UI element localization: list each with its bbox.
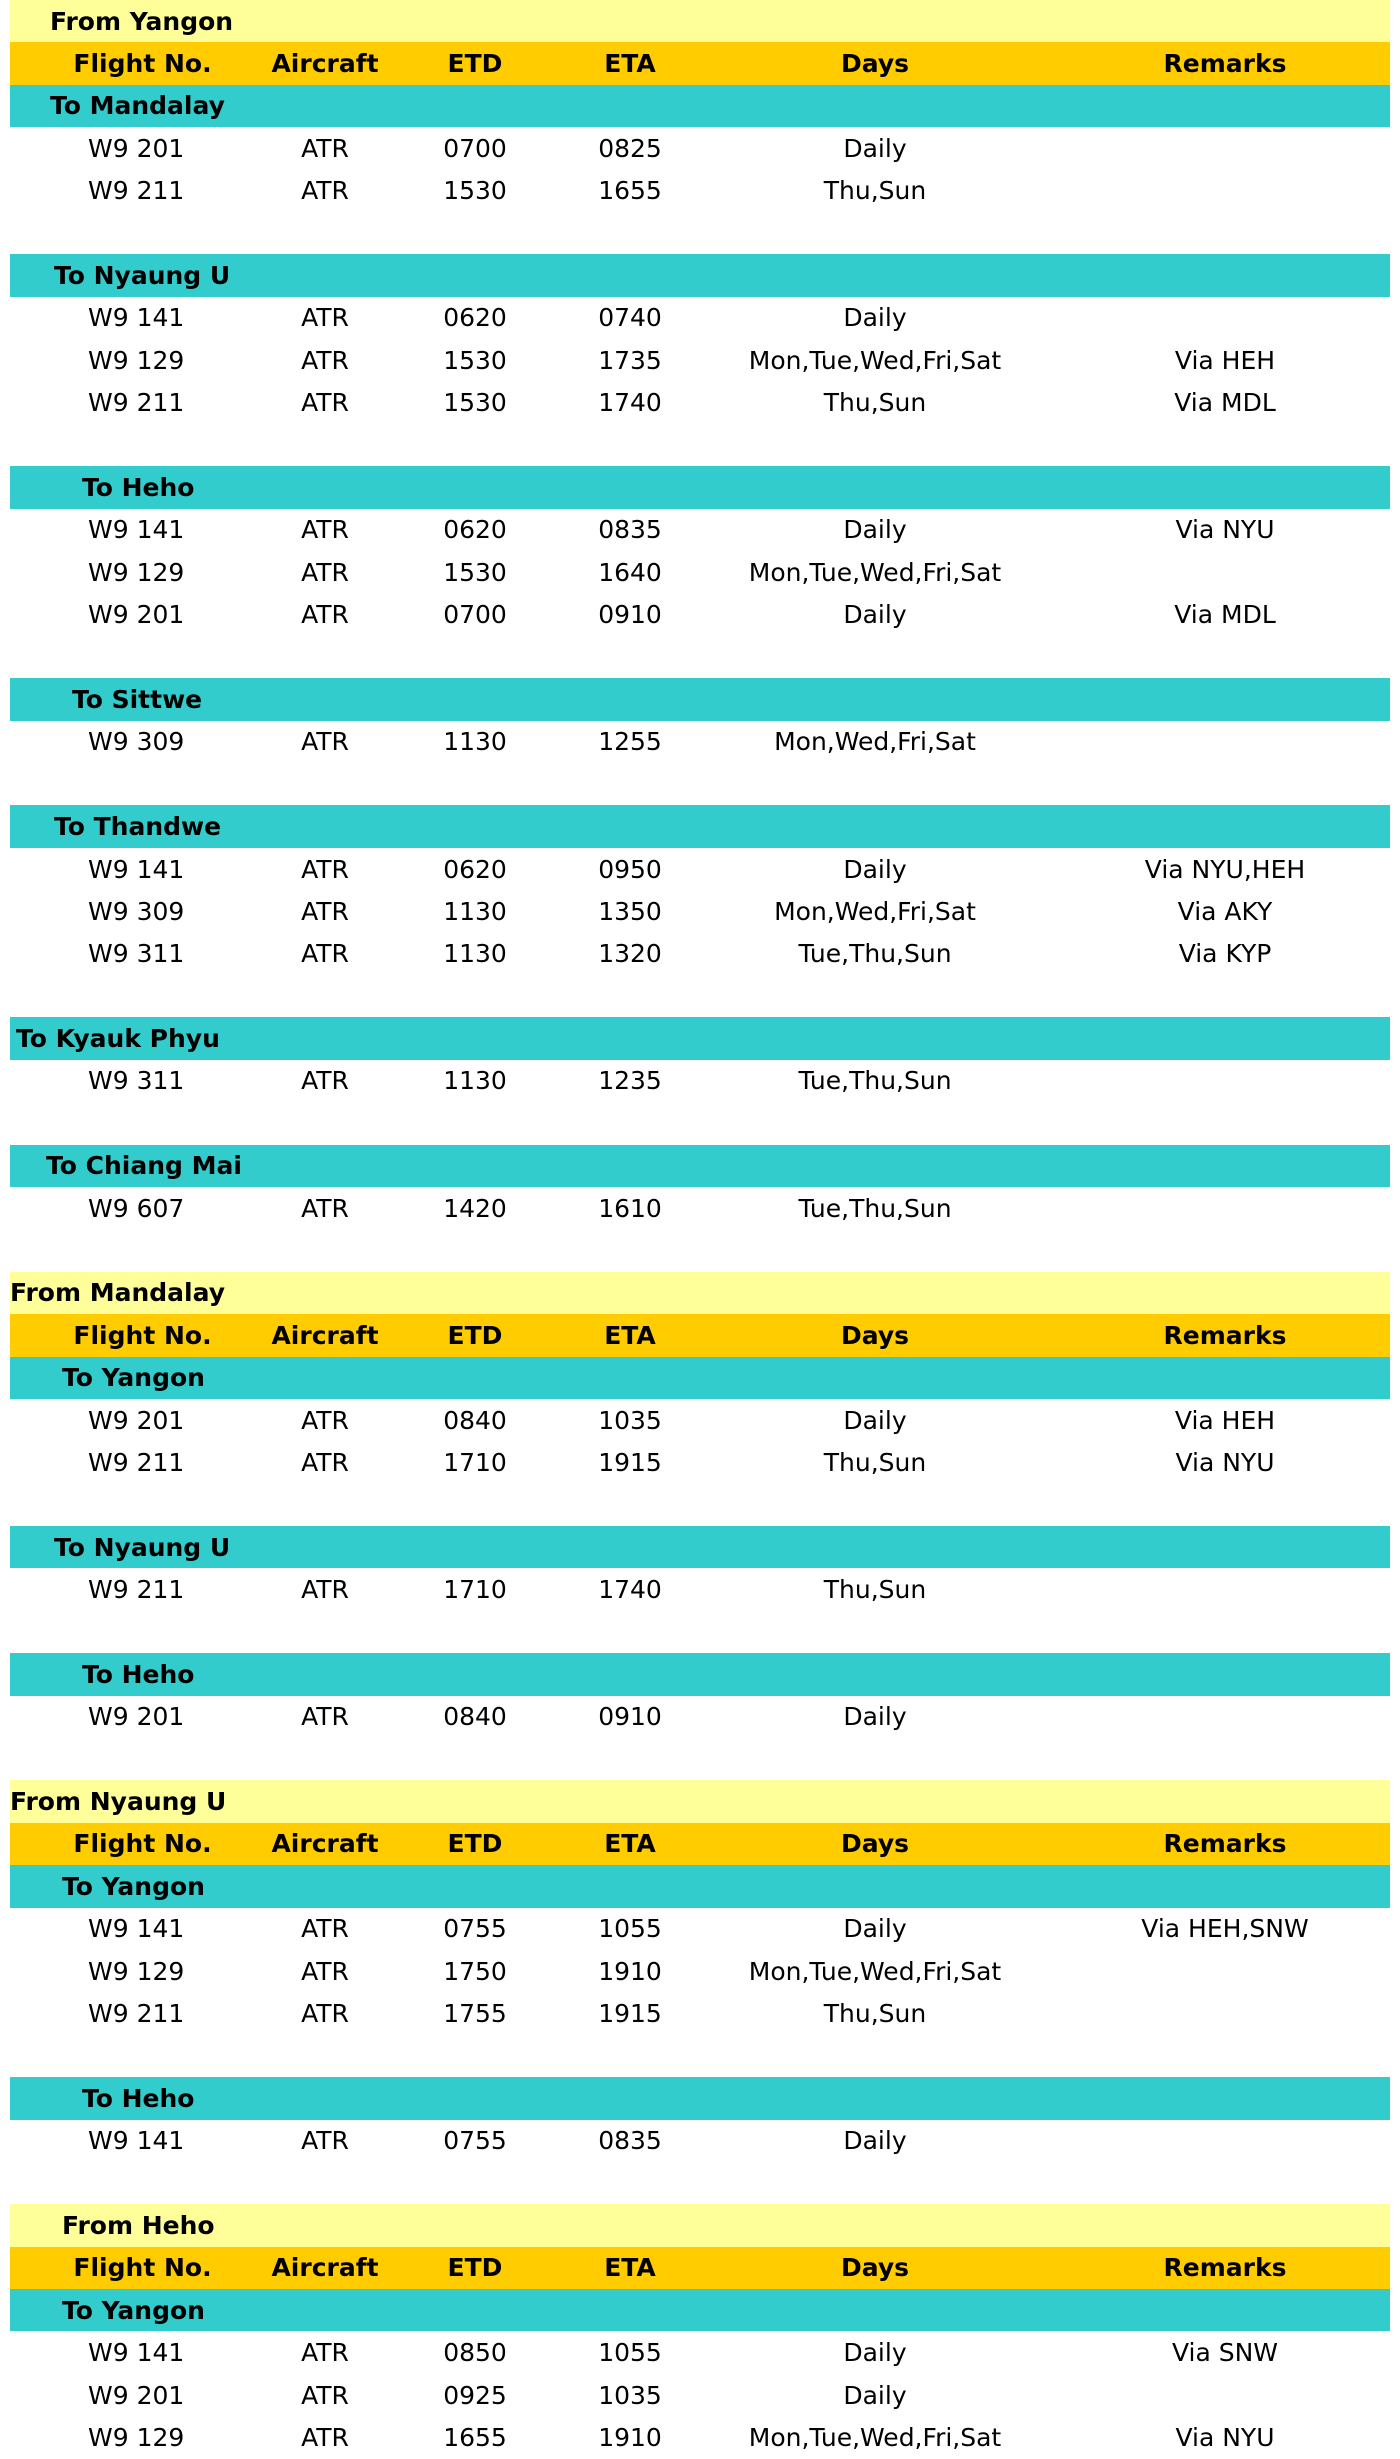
flight-remarks [1050, 297, 1400, 339]
flight-eta: 0825 [598, 133, 662, 163]
spacer-row [10, 1102, 1390, 1144]
flight-aircraft: ATR [301, 1914, 349, 1944]
section-title: From Nyaung U [10, 1787, 227, 1817]
route-title: To Kyauk Phyu [16, 1024, 220, 1054]
flight-days: Thu,Sun [823, 1575, 927, 1605]
flight-flight: W9 141 [88, 303, 185, 333]
flight-remarks: Via NYU [1175, 2422, 1275, 2452]
flight-remarks: Via MDL [1174, 600, 1276, 630]
column-header-etd: ETD [447, 49, 503, 79]
flight-etd: 0755 [443, 2126, 507, 2156]
flight-eta: 0740 [598, 303, 662, 333]
flight-etd: 1655 [443, 2422, 507, 2452]
flight-etd: 1755 [443, 1999, 507, 2029]
flight-eta: 1910 [598, 1956, 662, 1986]
spacer-row [10, 2162, 1390, 2204]
flight-flight: W9 141 [88, 1914, 185, 1944]
spacer-row [10, 2035, 1390, 2077]
flight-row [10, 127, 1390, 169]
flight-days: Mon,Tue,Wed,Fri,Sat [748, 2422, 1002, 2452]
route-title: To Heho [82, 2083, 195, 2113]
column-header-aircraft: Aircraft [271, 1829, 379, 1859]
flight-remarks: Via AKY [1177, 896, 1273, 926]
flight-row [10, 170, 1390, 212]
column-header-eta: ETA [604, 1320, 656, 1350]
route-header-row [10, 2289, 1390, 2331]
route-title: To Yangon [62, 1363, 205, 1393]
flight-row [10, 382, 1390, 424]
flight-days: Thu,Sun [823, 1447, 927, 1477]
flight-row [10, 551, 1390, 593]
flight-remarks: Via NYU [1175, 1447, 1275, 1477]
column-header-aircraft: Aircraft [271, 49, 379, 79]
column-header-aircraft: Aircraft [271, 2253, 379, 2283]
route-title: To Nyaung U [54, 1532, 231, 1562]
flight-row [10, 1950, 1390, 1992]
flight-days: Daily [843, 2126, 907, 2156]
flight-aircraft: ATR [301, 1956, 349, 1986]
route-title: To Heho [82, 472, 195, 502]
column-header-etd: ETD [447, 1829, 503, 1859]
flight-row [10, 593, 1390, 635]
flight-etd: 0620 [443, 854, 507, 884]
flight-flight: W9 211 [88, 1447, 185, 1477]
flight-flight: W9 141 [88, 515, 185, 545]
flight-row [10, 1187, 1390, 1229]
flight-days: Tue,Thu,Sun [798, 1193, 952, 1223]
spacer-row [10, 636, 1390, 678]
flight-flight: W9 311 [88, 1066, 185, 1096]
flight-eta: 1255 [598, 727, 662, 757]
flight-remarks [1050, 2120, 1400, 2162]
flight-row [10, 509, 1390, 551]
flight-remarks [1050, 1696, 1400, 1738]
route-title: To Sittwe [72, 684, 203, 714]
flight-remarks [1050, 1187, 1400, 1229]
flight-row [10, 1568, 1390, 1610]
route-header-row [10, 1017, 1390, 1059]
flight-remarks: Via SNW [1171, 2338, 1279, 2368]
spacer-row [10, 1611, 1390, 1653]
column-header-days: Days [840, 49, 910, 79]
flight-etd: 1530 [443, 345, 507, 375]
column-header-flight: Flight No. [73, 1320, 212, 1350]
flight-eta: 1655 [598, 176, 662, 206]
flight-eta: 1350 [598, 896, 662, 926]
flight-flight: W9 607 [88, 1193, 185, 1223]
flight-days: Mon,Tue,Wed,Fri,Sat [748, 345, 1002, 375]
flight-remarks: Via HEH [1174, 1405, 1276, 1435]
column-header-remarks: Remarks [1163, 1829, 1287, 1859]
section-title: From Heho [62, 2211, 215, 2240]
flight-aircraft: ATR [301, 515, 349, 545]
flight-remarks [1050, 1950, 1400, 1992]
column-header-aircraft: Aircraft [271, 1320, 379, 1350]
flight-eta: 1320 [598, 939, 662, 969]
flight-remarks: Via MDL [1174, 388, 1276, 418]
flight-flight: W9 211 [88, 176, 185, 206]
flight-remarks [1050, 127, 1400, 169]
flight-aircraft: ATR [301, 176, 349, 206]
flight-aircraft: ATR [301, 896, 349, 926]
route-header-row [10, 1526, 1390, 1568]
flight-days: Mon,Wed,Fri,Sat [774, 727, 976, 757]
flight-aircraft: ATR [301, 1447, 349, 1477]
flight-etd: 0850 [443, 2338, 507, 2368]
flight-remarks [1050, 170, 1400, 212]
flight-row [10, 890, 1390, 932]
route-title: To Chiang Mai [46, 1151, 242, 1181]
flight-aircraft: ATR [301, 1575, 349, 1605]
column-header-eta: ETA [604, 2253, 656, 2283]
flight-remarks: Via NYU [1175, 515, 1275, 545]
column-header-flight: Flight No. [73, 2253, 212, 2283]
flight-aircraft: ATR [301, 303, 349, 333]
flight-remarks: Via HEH,SNW [1141, 1914, 1309, 1944]
column-header-flight: Flight No. [73, 1829, 212, 1859]
flight-remarks: Via HEH [1174, 345, 1276, 375]
flight-flight: W9 309 [88, 727, 185, 757]
flight-flight: W9 129 [88, 557, 185, 587]
flight-days: Mon,Wed,Fri,Sat [774, 896, 976, 926]
flight-remarks [1050, 721, 1400, 763]
flight-aircraft: ATR [301, 2338, 349, 2368]
column-header-flight: Flight No. [73, 49, 212, 79]
flight-days: Daily [843, 854, 907, 884]
column-header-remarks: Remarks [1163, 2253, 1287, 2283]
column-header-days: Days [840, 1829, 910, 1859]
spacer-row [10, 424, 1390, 466]
flight-flight: W9 129 [88, 2422, 185, 2452]
flight-row [10, 933, 1390, 975]
flight-etd: 0620 [443, 515, 507, 545]
flight-days: Mon,Tue,Wed,Fri,Sat [748, 1956, 1002, 1986]
flight-days: Tue,Thu,Sun [798, 1066, 952, 1096]
section-title: From Yangon [50, 6, 234, 36]
flight-etd: 0700 [443, 133, 507, 163]
flight-days: Thu,Sun [823, 176, 927, 206]
flight-aircraft: ATR [301, 939, 349, 969]
flight-aircraft: ATR [301, 345, 349, 375]
route-header-row [10, 1653, 1390, 1695]
flight-remarks [1050, 1992, 1400, 2034]
flight-days: Daily [843, 303, 907, 333]
route-title: To Yangon [62, 2295, 205, 2325]
route-header-row [10, 2077, 1390, 2119]
flight-eta: 1035 [598, 1405, 662, 1435]
section-header-row [10, 1272, 1390, 1314]
flight-flight: W9 211 [88, 388, 185, 418]
flight-flight: W9 129 [88, 345, 185, 375]
flight-aircraft: ATR [301, 1702, 349, 1732]
flight-etd: 1130 [443, 896, 507, 926]
spacer-row [10, 1484, 1390, 1526]
flight-flight: W9 129 [88, 1956, 185, 1986]
flight-row [10, 2331, 1390, 2373]
route-header-row [10, 805, 1390, 847]
flight-schedule [10, 0, 1390, 2459]
flight-row [10, 848, 1390, 890]
flight-eta: 0835 [598, 2126, 662, 2156]
flight-remarks: Via KYP [1178, 939, 1272, 969]
flight-aircraft: ATR [301, 133, 349, 163]
flight-aircraft: ATR [301, 388, 349, 418]
column-header-days: Days [840, 1320, 910, 1350]
flight-row [10, 1441, 1390, 1483]
route-title: To Heho [82, 1659, 195, 1689]
flight-etd: 1420 [443, 1193, 507, 1223]
flight-remarks [1050, 1568, 1400, 1610]
flight-eta: 1740 [598, 388, 662, 418]
flight-row [10, 2416, 1390, 2458]
flight-days: Mon,Tue,Wed,Fri,Sat [748, 557, 1002, 587]
flight-eta: 1915 [598, 1999, 662, 2029]
flight-flight: W9 141 [88, 854, 185, 884]
section-header-row [10, 0, 1390, 42]
flight-flight: W9 141 [88, 2338, 185, 2368]
flight-eta: 1735 [598, 345, 662, 375]
flight-days: Daily [843, 1914, 907, 1944]
route-header-row [10, 678, 1390, 720]
flight-flight: W9 211 [88, 1575, 185, 1605]
flight-aircraft: ATR [301, 557, 349, 587]
flight-days: Daily [843, 2380, 907, 2410]
flight-days: Daily [843, 600, 907, 630]
column-header-row [10, 2247, 1390, 2289]
column-header-row [10, 1314, 1390, 1356]
flight-eta: 0835 [598, 515, 662, 545]
route-header-row [10, 85, 1390, 127]
flight-eta: 1610 [598, 1193, 662, 1223]
flight-eta: 1055 [598, 2338, 662, 2368]
flight-row [10, 1908, 1390, 1950]
spacer-row [10, 975, 1390, 1017]
flight-flight: W9 201 [88, 1405, 185, 1435]
flight-row [10, 2374, 1390, 2416]
flight-days: Daily [843, 1702, 907, 1732]
flight-eta: 1035 [598, 2380, 662, 2410]
route-header-row [10, 1145, 1390, 1187]
flight-aircraft: ATR [301, 2380, 349, 2410]
flight-eta: 1740 [598, 1575, 662, 1605]
route-header-row [10, 1865, 1390, 1907]
spacer-row [10, 1738, 1390, 1780]
flight-eta: 1915 [598, 1447, 662, 1477]
spacer-row [10, 763, 1390, 805]
flight-etd: 1130 [443, 727, 507, 757]
route-title: To Mandalay [50, 91, 225, 121]
column-header-row [10, 42, 1390, 84]
flight-days: Thu,Sun [823, 388, 927, 418]
flight-etd: 0755 [443, 1914, 507, 1944]
flight-flight: W9 141 [88, 2126, 185, 2156]
column-header-eta: ETA [604, 1829, 656, 1859]
flight-remarks [1050, 551, 1400, 593]
flight-flight: W9 201 [88, 600, 185, 630]
flight-row [10, 721, 1390, 763]
section-title: From Mandalay [10, 1278, 226, 1308]
flight-remarks [1050, 1060, 1400, 1102]
column-header-remarks: Remarks [1163, 49, 1287, 79]
flight-aircraft: ATR [301, 2422, 349, 2452]
flight-etd: 0620 [443, 303, 507, 333]
flight-remarks: Via NYU,HEH [1144, 854, 1306, 884]
flight-remarks [1050, 2374, 1400, 2416]
section-header-row [10, 2204, 1390, 2246]
flight-row [10, 339, 1390, 381]
flight-row [10, 2120, 1390, 2162]
flight-etd: 1130 [443, 939, 507, 969]
route-title: To Yangon [62, 1871, 205, 1901]
flight-row [10, 1696, 1390, 1738]
flight-aircraft: ATR [301, 1999, 349, 2029]
flight-etd: 0840 [443, 1405, 507, 1435]
flight-etd: 0925 [443, 2380, 507, 2410]
flight-etd: 1530 [443, 388, 507, 418]
flight-days: Daily [843, 2338, 907, 2368]
flight-aircraft: ATR [301, 1405, 349, 1435]
route-title: To Thandwe [54, 812, 222, 842]
flight-row [10, 1399, 1390, 1441]
spacer-row [10, 212, 1390, 254]
spacer-row [10, 1229, 1390, 1271]
column-header-days: Days [840, 2253, 910, 2283]
flight-etd: 1530 [443, 557, 507, 587]
flight-eta: 1640 [598, 557, 662, 587]
flight-days: Daily [843, 515, 907, 545]
flight-etd: 1530 [443, 176, 507, 206]
flight-aircraft: ATR [301, 600, 349, 630]
flight-flight: W9 201 [88, 2380, 185, 2410]
flight-etd: 1710 [443, 1447, 507, 1477]
flight-etd: 0700 [443, 600, 507, 630]
flight-aircraft: ATR [301, 1193, 349, 1223]
column-header-remarks: Remarks [1163, 1320, 1287, 1350]
flight-row [10, 1992, 1390, 2034]
flight-aircraft: ATR [301, 2126, 349, 2156]
flight-etd: 1750 [443, 1956, 507, 1986]
flight-eta: 1910 [598, 2422, 662, 2452]
flight-days: Thu,Sun [823, 1999, 927, 2029]
flight-aircraft: ATR [301, 854, 349, 884]
route-header-row [10, 1357, 1390, 1399]
flight-aircraft: ATR [301, 727, 349, 757]
flight-row [10, 297, 1390, 339]
flight-row [10, 1060, 1390, 1102]
column-header-etd: ETD [447, 1320, 503, 1350]
flight-etd: 1130 [443, 1066, 507, 1096]
flight-eta: 0950 [598, 854, 662, 884]
flight-etd: 0840 [443, 1702, 507, 1732]
flight-flight: W9 309 [88, 896, 185, 926]
flight-eta: 0910 [598, 600, 662, 630]
section-header-row [10, 1780, 1390, 1822]
flight-etd: 1710 [443, 1575, 507, 1605]
route-header-row [10, 466, 1390, 508]
flight-days: Daily [843, 1405, 907, 1435]
flight-days: Tue,Thu,Sun [798, 939, 952, 969]
flight-eta: 0910 [598, 1702, 662, 1732]
column-header-row [10, 1823, 1390, 1865]
route-title: To Nyaung U [54, 261, 231, 291]
flight-aircraft: ATR [301, 1066, 349, 1096]
flight-days: Daily [843, 133, 907, 163]
flight-eta: 1055 [598, 1914, 662, 1944]
column-header-etd: ETD [447, 2253, 503, 2283]
flight-flight: W9 201 [88, 133, 185, 163]
column-header-eta: ETA [604, 49, 656, 79]
route-header-row [10, 254, 1390, 296]
flight-flight: W9 211 [88, 1999, 185, 2029]
flight-flight: W9 201 [88, 1702, 185, 1732]
flight-eta: 1235 [598, 1066, 662, 1096]
flight-flight: W9 311 [88, 939, 185, 969]
